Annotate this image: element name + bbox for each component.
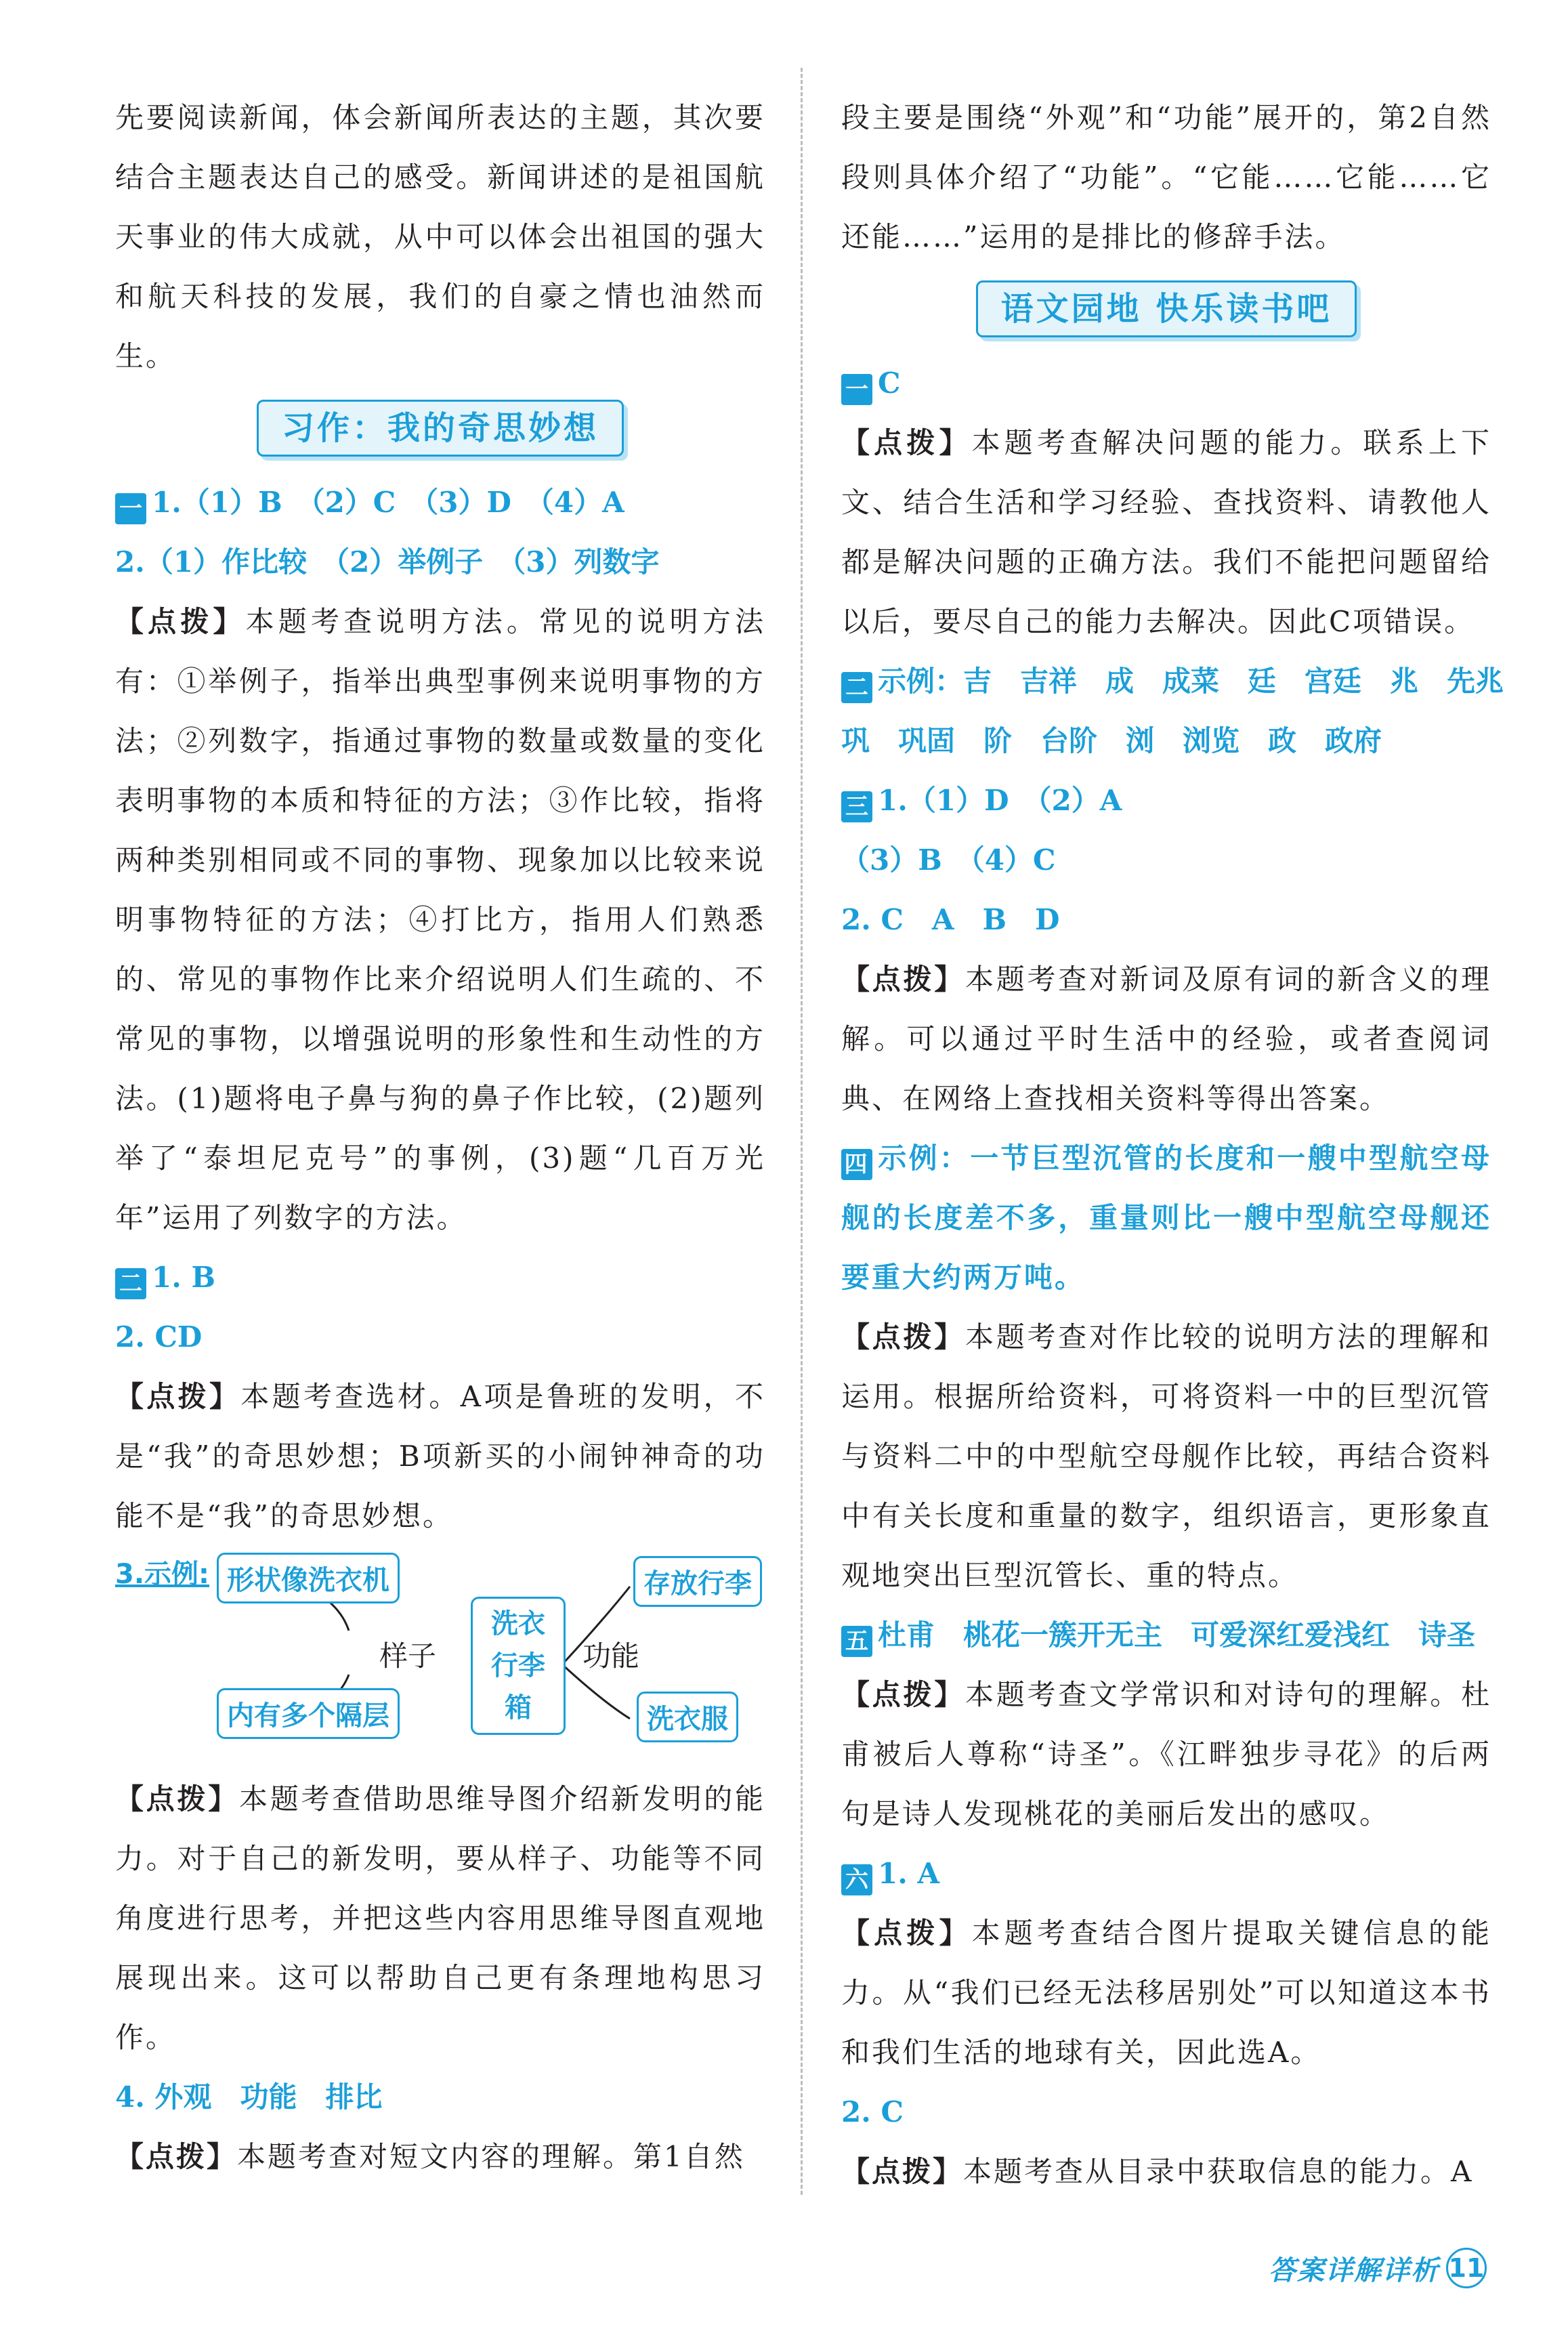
answer-1-2: 2.（1）作比较 （2）举例子 （3）列数字 [115,545,660,579]
section-title-label: 语文园地 快乐读书吧 [976,280,1357,337]
answer-r5: 五 杜甫 桃花一簇开无主 可爱深红爱浅红 诗圣 [841,1606,1491,1665]
mm-center: 洗衣行李箱 [471,1597,566,1735]
q3-label: 3.示例: [115,1559,210,1590]
section-badge: 四 [841,1149,872,1180]
answer-2-2: 2. CD [115,1320,203,1354]
page-number: 11 [1446,2248,1487,2288]
mm-right-label: 功能 [582,1639,640,1673]
tip-paragraph: 【点拨】本题考查说明方法。常见的说明方法有：①举例子，指举出典型事例来说明事物的方法；②列数字，指通过事物的数量或数量的变化表明事物的本质和特征的方法；③作比较，指将两种类别相同或不同的事物、现象加以比较来说明事物特征的方法；④打比方，指用人们熟悉的、常见的事物作比来介绍说明人们生疏的、不常见的事物，以增强说明的形象性和生动性的方法。(1)题将电子鼻与狗的鼻子作比较，(2)题列举了“泰坦尼克号”的事例，(3)题“几百万光年”运用了列数字的方法。 [115,605,765,1234]
tip-paragraph: 【点拨】本题考查选材。A项是鲁班的发明，不是“我”的奇思妙想；B项新买的小闹钟神奇的功能不是“我”的奇思妙想。 [115,1380,765,1532]
section-badge: 一 [841,374,872,405]
section-badge: 二 [115,1268,146,1299]
tip-paragraph: 【点拨】本题考查对短文内容的理解。第1自然 [115,2140,745,2173]
section-title-label: 习作：我的奇思妙想 [257,400,624,457]
section-badge: 六 [841,1864,872,1895]
intro-paragraph: 先要阅读新闻，体会新闻所表达的主题，其次要结合主题表达自己的感受。新闻讲述的是祖国航天事业的伟大成就，从中可以体会出祖国的强大和航天科技的发展，我们的自豪之情也油然而生。 [115,101,765,373]
tip-paragraph: 【点拨】本题考查文学常识和对诗句的理解。杜甫被后人尊称“诗圣”。《江畔独步寻花》的后两句是诗人发现桃花的美丽后发出的感叹。 [841,1678,1491,1830]
mind-map [115,1546,765,1769]
answer-r6-1: 六 1. A [841,1844,1491,1904]
section-title-garden [841,280,1491,339]
answer-r3-2: 2. C A B D [841,903,1060,936]
footer-title: 答案详解详析 [1269,2254,1439,2286]
section-badge: 三 [841,791,872,822]
answer-r4: 四 示例：一节巨型沉管的长度和一艘中型航空母舰的长度差不多，重量则比一艘中型航空母舰还要重大约两万吨。 [841,1141,1491,1294]
answer-r2-line1: 二 示例：吉 吉祥 成 成菜 廷 宫廷 兆 先兆 [841,652,1491,711]
answer-r3-1a: 三 1.（1）D （2）A [841,771,1491,831]
answer-1-1: 一 1.（1）B （2）C （3）D （4）A [115,473,765,532]
answer-r1: 一 C [841,354,1491,413]
answer-r3-1b: （3）B （4）C [841,843,1056,877]
left-column [115,88,765,2187]
mm-left-label: 样子 [379,1639,437,1673]
page-footer [1269,2248,1487,2288]
continued-paragraph: 段主要是围绕“外观”和“功能”展开的，第2自然段则具体介绍了“功能”。“它能……它能……它还能……”运用的是排比的修辞手法。 [841,101,1491,253]
tip-paragraph: 【点拨】本题考查对新词及原有词的新含义的理解。可以通过平时生活中的经验，或者查阅词典、在网络上查找相关资料等得出答案。 [841,963,1491,1115]
right-column [841,88,1504,2202]
answer-r6-2: 2. C [841,2095,904,2128]
tip-paragraph: 【点拨】本题考查解决问题的能力。联系上下文、结合生活和学习经验、查找资料、请教他人都是解决问题的正确方法。我们不能把问题留给以后，要尽自己的能力去解决。因此C项错误。 [841,426,1491,638]
mm-right-top: 存放行李 [633,1556,762,1607]
section-title-writing [115,400,765,458]
section-badge: 五 [841,1626,872,1657]
tip-paragraph: 【点拨】本题考查对作比较的说明方法的理解和运用。根据所给资料，可将资料一中的巨型沉管与资料二中的中型航空母舰作比较，再结合资料中有关长度和重量的数字，组织语言，更形象直观地突出巨型沉管长、重的特点。 [841,1320,1491,1592]
answer-2-4: 4. 外观 功能 排比 [115,2080,383,2114]
tip-paragraph: 【点拨】本题考查从目录中获取信息的能力。A [841,2155,1474,2188]
column-divider [801,68,803,2195]
mm-left-bottom: 内有多个隔层 [217,1688,400,1739]
tip-paragraph: 【点拨】本题考查结合图片提取关键信息的能力。从“我们已经无法移居别处”可以知道这本书和我们生活的地球有关，因此选A。 [841,1916,1491,2069]
tip-paragraph: 【点拨】本题考查借助思维导图介绍新发明的能力。对于自己的新发明，要从样子、功能等不同角度进行思考，并把这些内容用思维导图直观地展现出来。这可以帮助自己更有条理地构思习作。 [115,1782,765,2054]
answer-r2-line2: 巩 巩固 阶 台阶 浏 浏览 政 政府 [841,724,1382,757]
answer-2-1: 二 1. B [115,1248,765,1307]
mm-right-bottom: 洗衣服 [637,1692,738,1742]
mm-left-top: 形状像洗衣机 [217,1553,400,1603]
section-badge: 一 [115,493,146,524]
section-badge: 二 [841,672,872,703]
